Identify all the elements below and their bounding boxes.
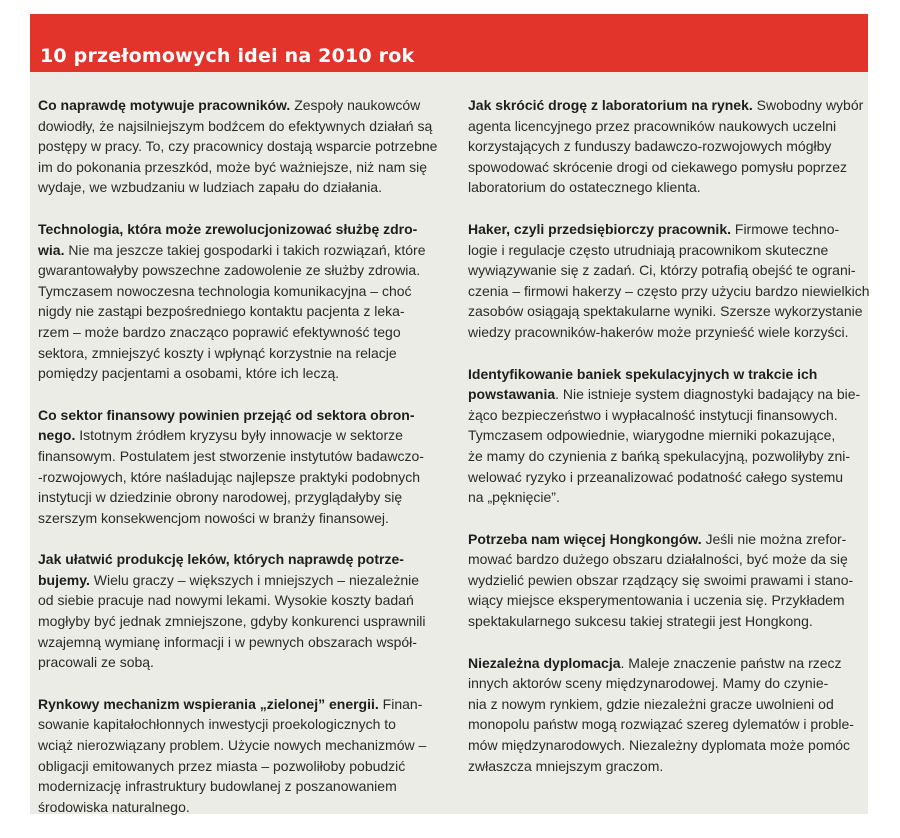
idea-text: Jeśli nie można zrefor- [701,530,847,547]
idea-paragraph [38,694,427,818]
idea-text: im do pokonania przeszkód, może być ważniejsze, niż nam się [38,158,428,175]
idea-heading: Jak skrócić drogę z laboratorium na rynek. [468,97,753,113]
idea-text: że mamy do czynienia z bańką spekulacyjną, pozwoliłyby zni- [468,447,851,464]
idea-text: dowiodły, że najsilniejszym bodźcem do efektywnych działań są [38,117,433,134]
idea-item [38,405,422,529]
idea-text: wzajemną wymianę informacji i w pewnych obszarach współ- [38,633,417,650]
idea-heading: Identyfikowanie baniek spekulacyjnych w trakcie ich [468,365,818,382]
text-line [38,632,422,653]
text-line [468,694,852,715]
idea-item [468,529,852,632]
idea-item [468,219,870,343]
text-line [38,446,422,467]
idea-text: pomiędzy pacjentami a osobami, które ich leczą. [38,365,340,382]
idea-heading: Technologia, która może zrewolucjonizować służbę zdro- [38,220,418,237]
text-line [38,611,426,632]
idea-heading: nego. [38,427,76,444]
idea-text: postępy w pracy. To, czy pracownicy dostają wsparcie potrzebne [38,138,438,155]
idea-text: laboratorium do ostatecznego klienta. [468,179,701,196]
idea-heading: Co sektor finansowy powinien przejąć od sektora obron- [38,406,415,423]
text-line [38,322,422,343]
idea-text: rzem – może bardzo znacząco poprawić efektywność tego [38,323,401,340]
idea-text: wydaje, we wzbudzaniu w ludziach zapału do działania. [38,179,382,196]
text-line [38,590,422,611]
text-line [38,177,422,198]
idea-text: pracowali ze sobą. [38,654,154,671]
idea-paragraph [468,529,852,632]
text-line [468,756,852,777]
idea-text: wiedzy pracowników-hakerów może przynieść wiele korzyści. [468,323,849,340]
text-line [468,322,852,343]
text-line [468,157,852,178]
idea-paragraph [38,95,438,198]
text-line [38,405,422,426]
idea-item [38,549,426,673]
idea-text: finansowym. Postulatem jest stworzenie instytutów badawczo- [38,447,424,464]
idea-text: Nie ma jeszcze takiej gospodarki i takich rozwiązań, które [64,241,426,258]
idea-paragraph [468,364,861,508]
idea-text: . Nie istnieje system diagnostyki badający na bie- [555,386,861,403]
text-line [468,590,852,611]
idea-text: Zespoły naukowców [290,97,421,113]
text-line [468,364,852,385]
idea-paragraph [468,95,864,198]
idea-heading: Niezależna dyplomacja [468,654,621,671]
text-line [38,797,422,818]
idea-item [468,95,864,198]
idea-text: spowodować skrócenie drogi od ciekawego pomysłu poprzez [468,158,847,175]
idea-text: welować ryzyko i przeanalizować podatność całego systemu [468,468,844,485]
text-line [38,343,422,364]
text-line [38,549,422,570]
text-line [468,446,852,467]
idea-text: modernizację infrastruktury budowlanej z poszanowaniem [38,778,397,795]
idea-heading: Rynkowy mechanizm wspierania „zielonej” energii. [38,695,379,712]
idea-text: monopolu państw mogą rozwiązać szereg dylematów i proble- [468,716,854,733]
idea-text: wiący miejsce eksperymentowania i uczenia się. Przykładem [468,592,845,609]
idea-item [38,219,426,384]
text-line [38,95,422,116]
text-line [38,487,422,508]
text-line [468,281,870,302]
text-line [38,652,422,673]
text-line [38,508,422,529]
idea-paragraph [468,653,852,777]
idea-text: Tymczasem nowoczesna technologia komunikacyjna – choć [38,282,412,299]
text-line [468,549,852,570]
idea-text: -rozwojowych, które naśladując najlepsze praktyki podobnych [38,468,421,485]
text-line [38,714,422,735]
idea-heading: Haker, czyli przedsiębiorczy pracownik. [468,220,731,237]
text-line [38,363,422,384]
idea-text: mować bardzo dużego obszaru działalności, być może da się [468,551,848,568]
text-line [38,425,422,446]
idea-text: sektora, zmniejszyć koszty i wpłynąć korzystnie na relacje [38,344,397,361]
right-column [468,95,870,797]
text-line [468,611,852,632]
idea-text: środowiska naturalnego. [38,798,190,815]
idea-text: nia z nowym rynkiem, gdzie niezależni gracze uwolnieni od [468,695,834,712]
text-line [38,219,422,240]
idea-paragraph [38,405,422,529]
text-line [468,405,852,426]
text-line [468,177,852,198]
text-line [468,301,863,322]
text-line [38,260,422,281]
text-line [38,694,422,715]
idea-text: nigdy nie zastąpi bezpośredniego kontaktu pacjenta z leka- [38,303,405,320]
content-panel [30,14,868,814]
text-line [38,116,433,137]
idea-text: Firmowe techno- [731,220,840,237]
text-line [38,136,438,157]
idea-heading: Jak ułatwić produkcję leków, których naprawdę potrze- [38,551,404,568]
text-line [468,714,852,735]
idea-text: na „pęknięcie”. [468,489,560,506]
text-line [468,570,852,591]
idea-text: szerszym konsekwencjom nowości w branży finansowej. [38,509,389,526]
text-line [38,281,422,302]
text-line [38,570,422,591]
text-line [38,467,422,488]
idea-text: instytucji w dziedzinie obrony narodowej, przyglądałyby się [38,489,403,506]
text-line [38,735,427,756]
idea-text: gwarantowałyby powszechne zadowolenie ze służby zdrowia. [38,262,421,279]
idea-text: od siebie pracuje nad nowymi lekami. Wysokie koszty badań [38,592,414,609]
header-banner [30,14,868,72]
idea-text: innych aktorów sceny międzynarodowej. Mamy do czynie- [468,675,829,692]
idea-text: Wielu graczy – większych i mniejszych – niezależnie [89,571,419,588]
idea-paragraph [468,219,870,343]
idea-text: mogłyby być jednak zmniejszone, gdyby konkurenci usprawnili [38,613,426,630]
idea-text: Swobodny wybór [752,97,864,113]
text-line [468,467,852,488]
idea-heading: bujemy. [38,571,90,588]
idea-paragraph [38,549,426,673]
text-line [468,673,852,694]
idea-text: logie i regulacje często utrudniają pracownikom skuteczne [468,241,829,258]
idea-text: sowanie kapitałochłonnych inwestycji proekologicznych to [38,716,396,733]
idea-text: obligacji emitowanych przez miasta – pozwoliłoby pobudzić [38,757,406,774]
page-title: 10 przełomowych idei na 2010 rok [40,45,415,67]
text-line [468,95,864,116]
text-line [468,116,852,137]
idea-text: wywiązywanie się z zadań. Ci, którzy potrafią obejść te ograni- [468,262,856,279]
text-line [38,756,422,777]
text-line [38,157,428,178]
idea-text: Istotnym źródłem kryzysu były innowacje w sektorze [75,427,403,444]
text-line [468,240,852,261]
idea-text: Tymczasem odpowiednie, wiarygodne mierniki pokazujące, [468,427,836,444]
idea-item [38,95,438,198]
text-line [468,653,852,674]
text-line [38,240,426,261]
idea-text: wciąż nierozwiązany problem. Użycie nowych mechanizmów – [38,737,427,754]
idea-text: agenta licencyjnego przez pracowników naukowych uczelni [468,117,837,134]
text-line [468,384,861,405]
idea-item [38,694,427,818]
idea-text: wydzielić pewien obszar rządzący się swoimi prawami i stano- [468,571,854,588]
idea-item [468,653,852,777]
idea-text: Finan- [378,695,423,712]
idea-text: . Maleje znaczenie państw na rzecz [620,654,842,671]
idea-item [468,364,861,508]
text-line [468,735,852,756]
idea-heading: wia. [38,241,65,258]
text-line [468,136,852,157]
idea-heading: Potrzeba nam więcej Hongkongów. [468,530,702,547]
text-line [468,487,852,508]
idea-text: spektakularnego sukcesu takiej strategii jest Hongkong. [468,613,813,630]
idea-paragraph [38,219,426,384]
idea-text: zwłaszcza mniejszym graczom. [468,757,664,774]
text-line [468,425,852,446]
idea-heading: powstawania [468,386,556,403]
idea-text: korzystających z funduszy badawczo-rozwojowych mógłby [468,138,832,155]
text-line [38,301,422,322]
idea-text: zasobów osiągają spektakularne wyniki. Szersze wykorzystanie [468,303,863,320]
idea-text: czenia – firmowi hakerzy – często przy użyciu bardzo niewielkich [468,282,870,299]
idea-text: żąco bezpieczeństwo i wypłacalność instytucji finansowych. [468,406,838,423]
text-line [468,219,852,240]
text-line [468,529,852,550]
idea-heading: Co naprawdę motywuje pracowników. [38,97,291,113]
text-line [38,776,422,797]
idea-text: mów międzynarodowych. Niezależny dyplomata może pomóc [468,737,851,754]
text-line [468,260,856,281]
left-column [38,95,438,838]
